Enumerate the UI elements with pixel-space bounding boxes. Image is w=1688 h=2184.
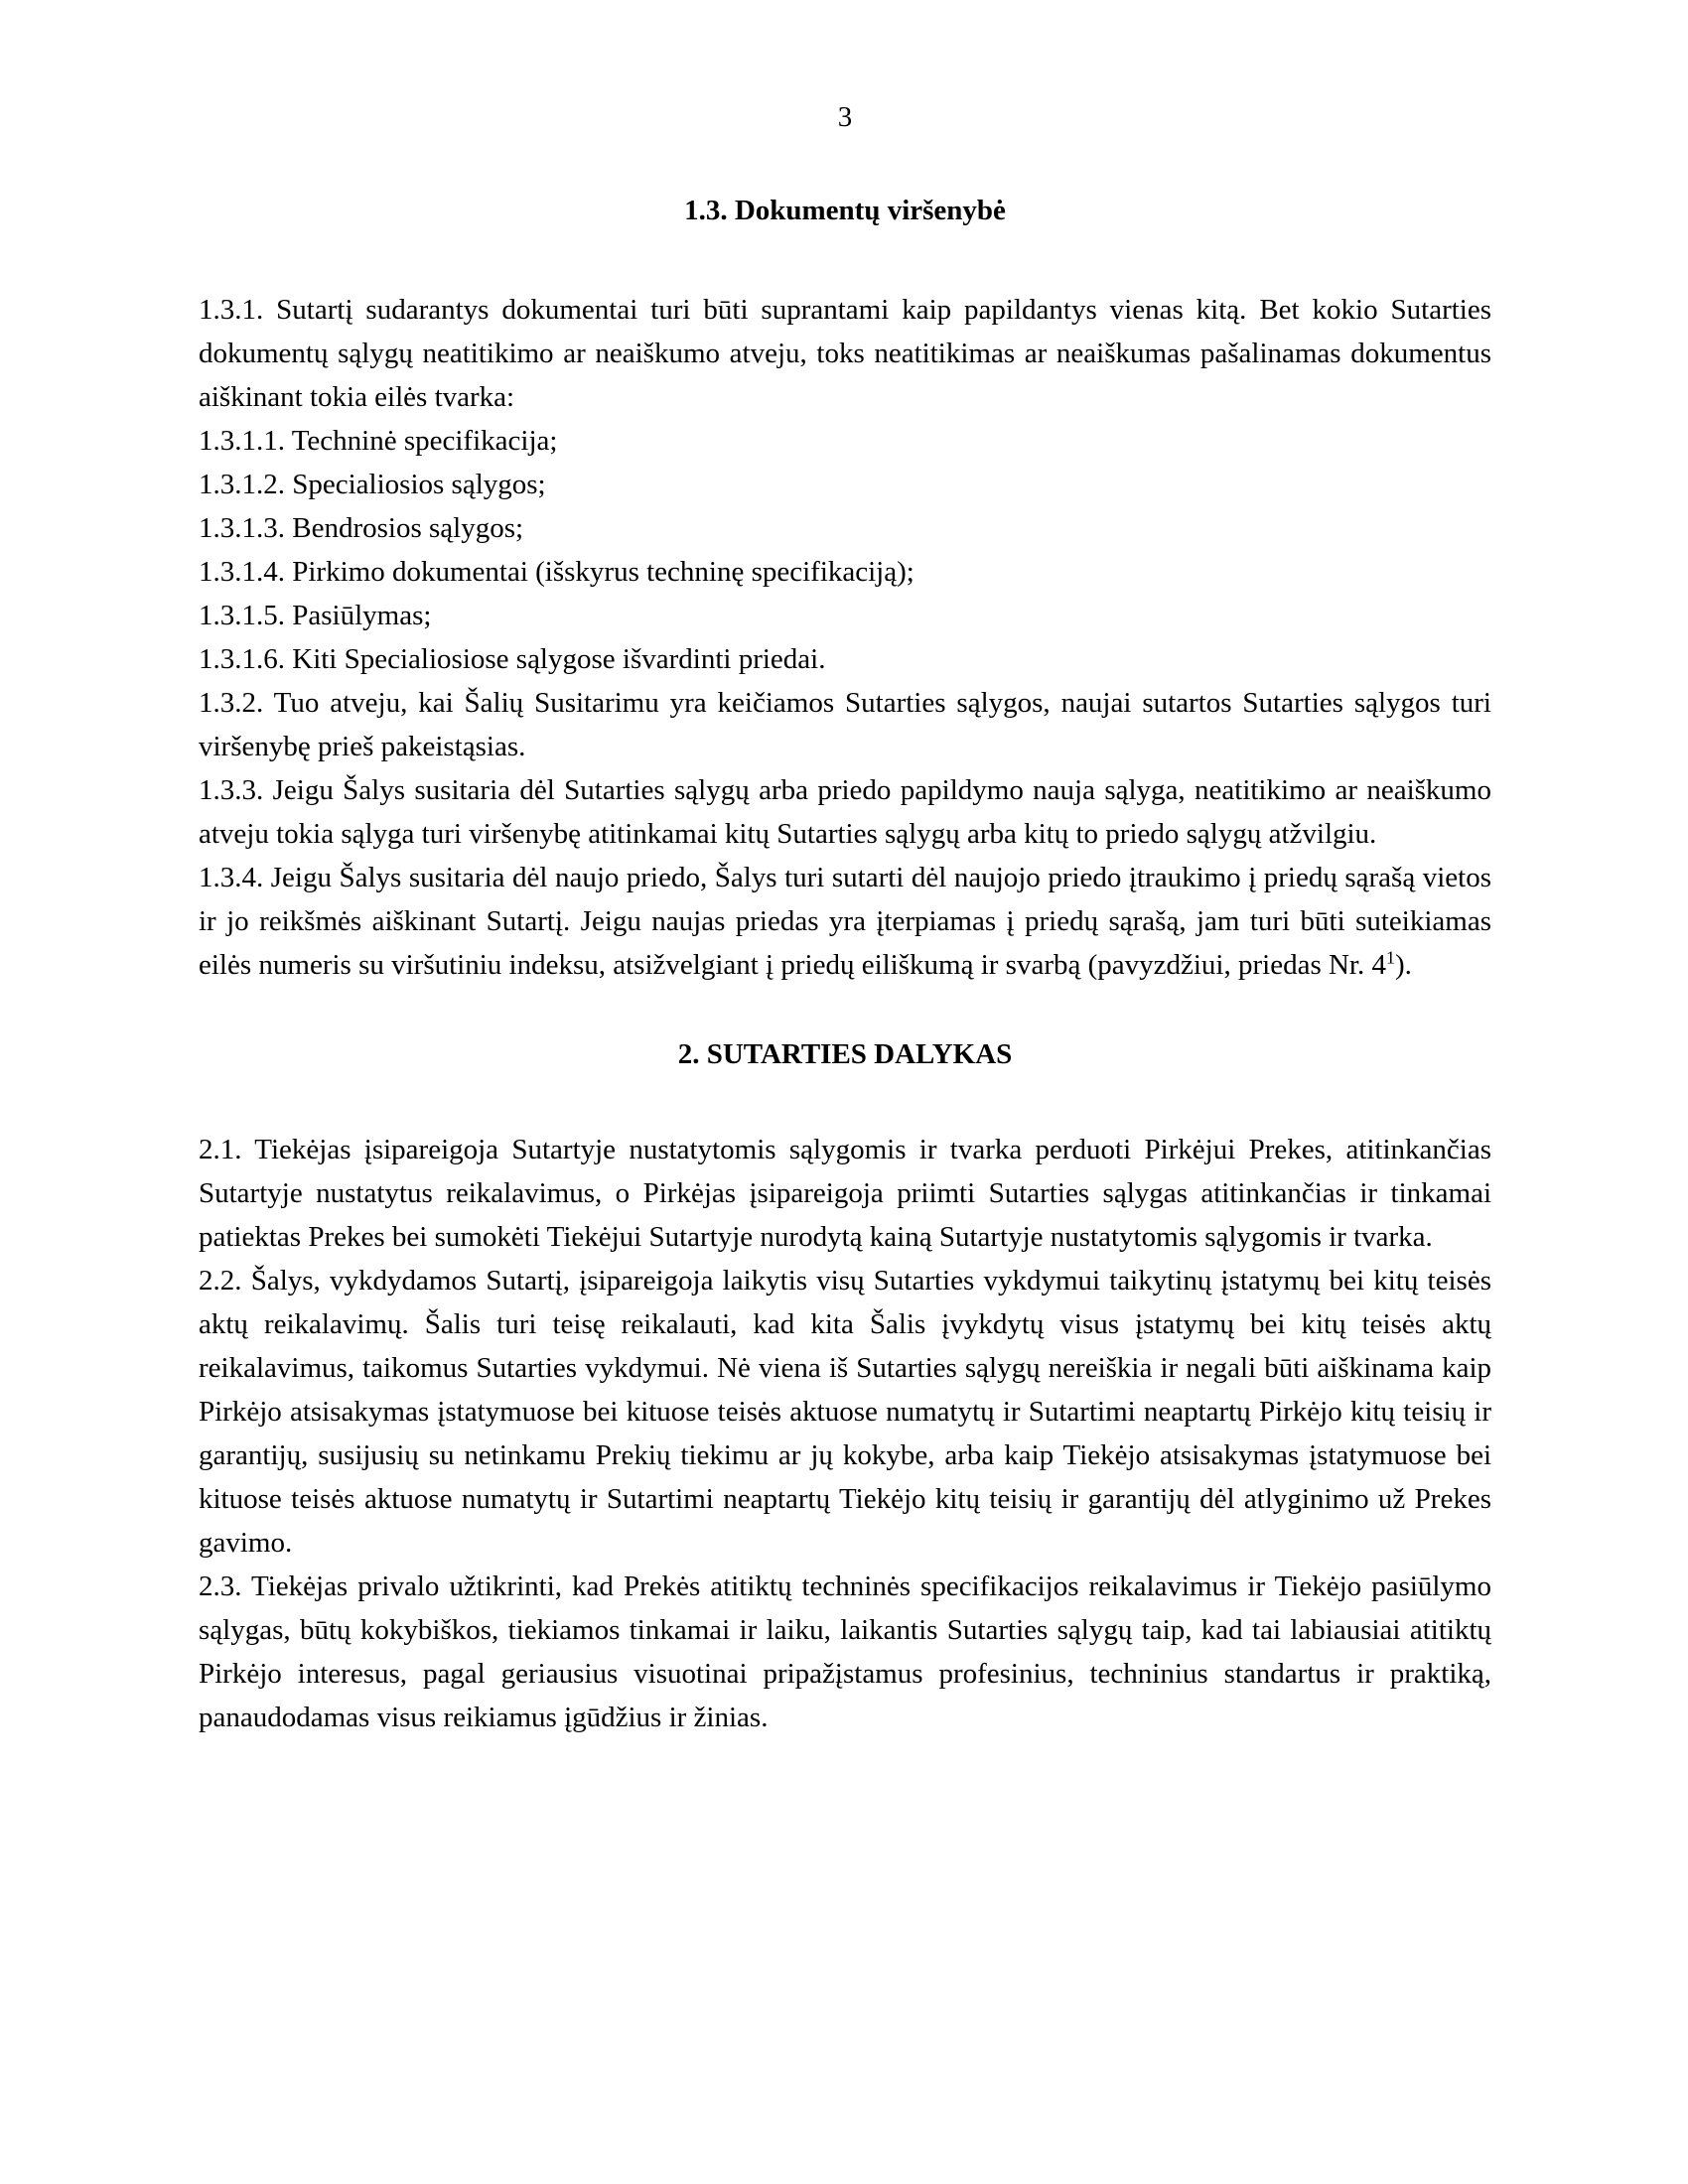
clause-2-1: 2.1. Tiekėjas įsipareigoja Sutartyje nustatytomis sąlygomis ir tvarka perduoti Pirkėjui Prekes, atitinkančias Sutartyje nustatytus reikalavimus, o Pirkėjas įsipareigoja priimti Sutarties sąlygas atitinkančias ir tinkamai patiektas Prekes bei sumokėti Tiekėjui Sutartyje nurodytą kainą Sutartyje nustatytomis sąlygomis ir tvarka. (199, 1134, 1491, 1253)
clause-1-3-2: 1.3.2. Tuo atveju, kai Šalių Susitarimu yra keičiamos Sutarties sąlygos, naujai sutartos Sutarties sąlygos turi viršenybę prieš pakeistąsias. (199, 687, 1491, 762)
clause-1-3-1: 1.3.1. Sutartį sudarantys dokumentai turi būti suprantami kaip papildantys vienas kitą. Bet kokio Sutarties dokumentų sąlygų neatitikimo ar neaiškumo atveju, toks neatitikimas ar neaiškumas pašalinamas dokumentus aiškinant tokia eilės tvarka: (199, 294, 1491, 413)
clause-1-3-4-text: 1.3.4. Jeigu Šalys susitaria dėl naujo priedo, Šalys turi sutarti dėl naujojo priedo įtraukimo į priedų sąrašą vietos ir jo reikšmės aiškinant Sutartį. Jeigu naujas priedas yra įterpiamas į priedų sąrašą, jam turi būti suteikiamas eilės numeris su viršutiniu indeksu, atsižvelgiant į priedų eiliškumą ir svarbą (pavyzdžiui, priedas Nr. 4 (199, 862, 1491, 981)
page-number: 3 (837, 101, 853, 133)
clause-2-3: 2.3. Tiekėjas privalo užtikrinti, kad Prekės atitiktų techninės specifikacijos reikalavimus ir Tiekėjo pasiūlymo sąlygas, būtų kokybiškos, tiekiamos tinkamai ir laiku, laikantis Sutarties sąlygų taip, kad tai labiausiai atitiktų Pirkėjo interesus, pagal geriausius visuotinai pripažįstamus profesinius, techninius standartus ir praktiką, panaudodamas visus reikiamus įgūdžius ir žinias. (199, 1570, 1491, 1733)
clause-2-2: 2.2. Šalys, vykdydamos Sutartį, įsipareigoja laikytis visų Sutarties vykdymui taikytinų įstatymų bei kitų teisės aktų reikalavimų. Šalis turi teisę reikalauti, kad kita Šalis įvykdytų visus įstatymų bei kitų teisės aktų reikalavimus, taikomus Sutarties vykdymui. Nė viena iš Sutarties sąlygų nereiškia ir negali būti aiškinama kaip Pirkėjo atsisakymas įstatymuose bei kituose teisės aktuose numatytų ir Sutartimi neaptartų Pirkėjo kitų teisių ir garantijų, susijusių su netinkamu Prekių tiekimu ar jų kokybe, arba kaip Tiekėjo atsisakymas įstatymuose bei kituose teisės aktuose numatytų ir Sutartimi neaptartų Tiekėjo kitų teisių ir garantijų dėl atlyginimo už Prekes gavimo. (199, 1265, 1491, 1559)
clause-1-3-4-tail: ). (1394, 949, 1412, 981)
clause-1-3-4 (199, 856, 1491, 987)
section-2-heading: 2. SUTARTIES DALYKAS (677, 1038, 1013, 1070)
clause-1-3-3: 1.3.3. Jeigu Šalys susitaria dėl Sutarties sąlygų arba priedo papildymo nauja sąlyga, neatitikimo ar neaiškumo atveju tokia sąlyga turi viršenybę atitinkamai kitų Sutarties sąlygų arba kitų to priedo sąlygų atžvilgiu. (199, 774, 1491, 850)
clause-1-3-1-1: 1.3.1.1. Techninė specifikacija; (199, 425, 558, 457)
clause-1-3-1-3: 1.3.1.3. Bendrosios sąlygos; (199, 512, 524, 544)
superscript-index: 1 (1385, 947, 1395, 968)
clause-1-3-1-6: 1.3.1.6. Kiti Specialiosiose sąlygose išvardinti priedai. (199, 643, 826, 675)
section-1-3-heading: 1.3. Dokumentų viršenybė (684, 195, 1006, 226)
clause-1-3-1-4: 1.3.1.4. Pirkimo dokumentai (išskyrus techninę specifikaciją); (199, 556, 914, 588)
clause-1-3-1-2: 1.3.1.2. Specialiosios sąlygos; (199, 469, 546, 500)
clause-1-3-1-5: 1.3.1.5. Pasiūlymas; (199, 600, 432, 631)
